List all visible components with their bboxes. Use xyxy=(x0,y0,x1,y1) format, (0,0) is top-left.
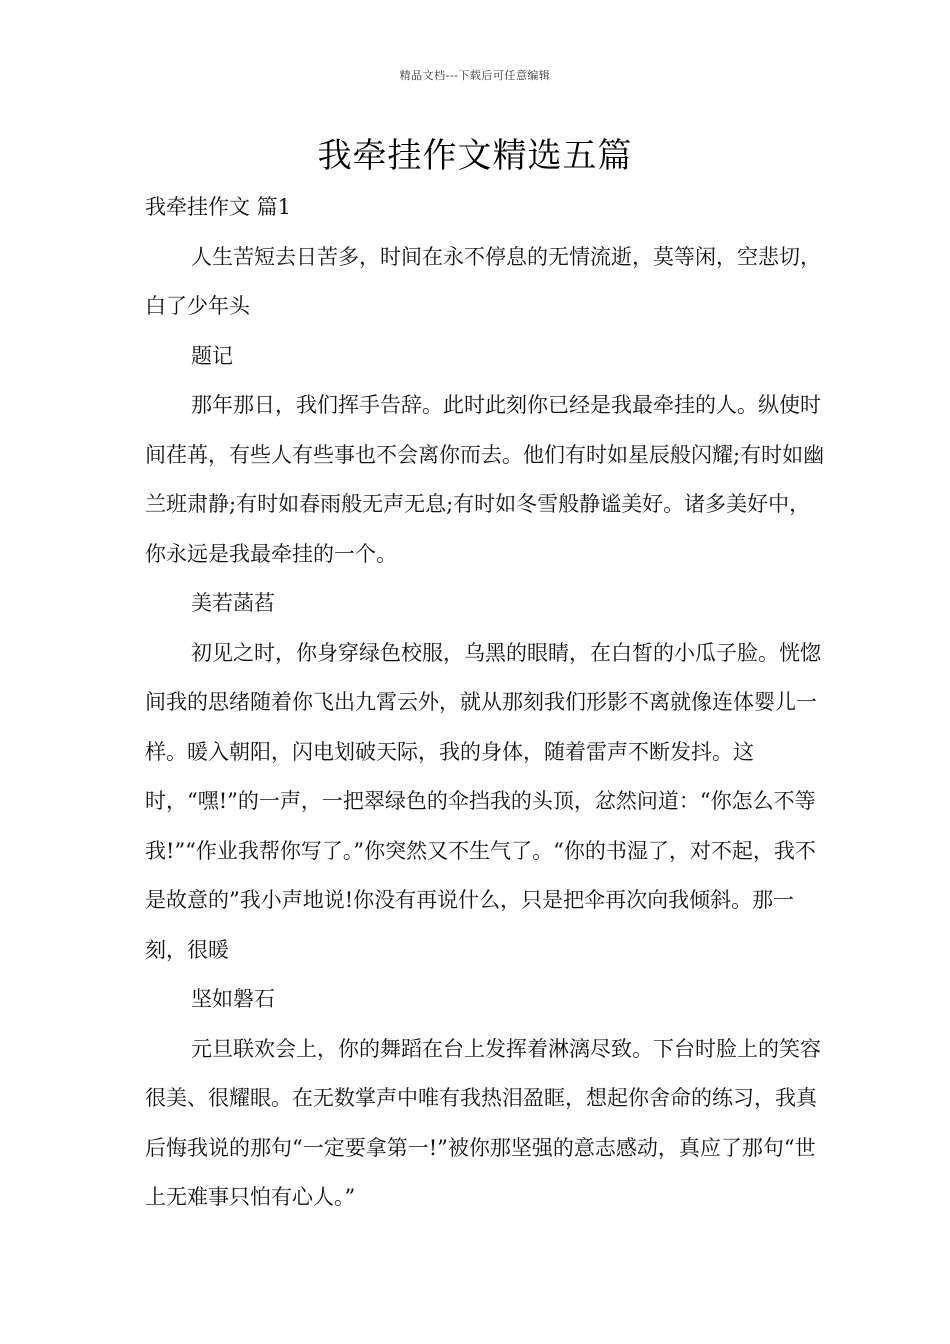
paragraph-epigraph-label: 题记 xyxy=(191,343,233,368)
section-heading: 我牵挂作文 篇1 xyxy=(145,195,292,219)
paragraph-epigraph: 人生苦短去日苦多，时间在永不停息的无情流逝，莫等闲，空悲切，白了少年头 xyxy=(145,244,821,318)
paragraph-new-year-party: 元旦联欢会上，你的舞蹈在台上发挥着淋漓尽致。下台时脸上的笑容很美、很耀眼。在无数掌声中唯有我热泪盈眶，想起你舍命的练习，我真后悔我说的那句“一定要拿第一!”被你那坚强的意志感动，真应了那句“世上无难事只怕有心人。” xyxy=(145,1036,821,1209)
page-header: 精品文档---下载后可任意编辑 xyxy=(399,69,551,82)
document-title: 我牵挂作文精选五篇 xyxy=(317,136,633,176)
subheading-beauty: 美若菡萏 xyxy=(191,591,275,615)
paragraph-farewell: 那年那日，我们挥手告辞。此时此刻你已经是我最牵挂的人。纵使时间荏苒，有些人有些事也不会离你而去。他们有时如星辰般闪耀;有时如幽兰班肃静;有时如春雨般无声无息;有时如冬雪般静谧美好。诸多美好中，你永远是我最牵挂的一个。 xyxy=(145,393,825,566)
subheading-firm: 坚如磐石 xyxy=(191,987,275,1011)
paragraph-first-meeting: 初见之时，你身穿绿色校服，乌黑的眼睛，在白皙的小瓜子脸。恍惚间我的思绪随着你飞出九霄云外，就从那刻我们形影不离就像连体婴儿一样。暖入朝阳，闪电划破天际，我的身体，随着雷声不断发抖。这时，“嘿!”的一声，一把翠绿色的伞挡我的头顶，忿然问道：“你怎么不等我!”“作业我帮你写了。”你突然又不生气了。“你的书湿了，对不起，我不是故意的”我小声地说!你没有再说什么，只是把伞再次向我倾斜。那一刻，很暖 xyxy=(145,640,821,962)
document-body xyxy=(145,183,825,1223)
